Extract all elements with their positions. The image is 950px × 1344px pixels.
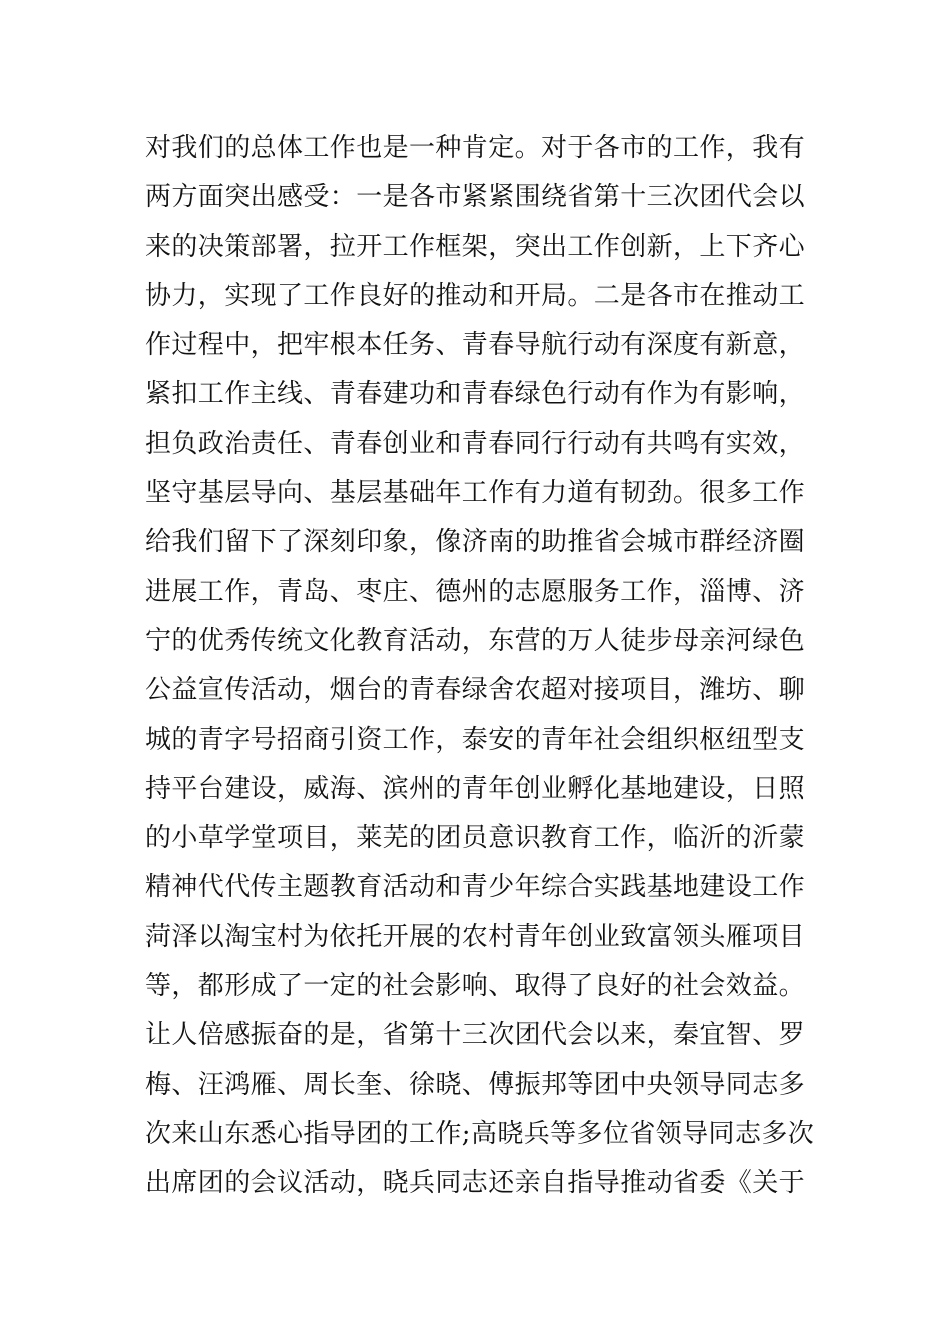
text-line-2: 两方面突出感受：一是各市紧紧围绕省第十三次团代会以 [145,182,806,213]
text-line-21: 次来山东悉心指导团的工作;高晓兵等多位省领导同志多次 [145,1118,815,1149]
text-line-14: 持平台建设，威海、滨州的青年创业孵化基地建设，日照 [145,773,806,804]
text-line-9: 给我们留下了深刻印象，像济南的助推省会城市群经济圈 [145,527,806,558]
text-line-3: 来的决策部署，拉开工作框架，突出工作创新，上下齐心 [145,231,806,262]
body-text [145,124,825,1209]
text-line-11: 宁的优秀传统文化教育活动，东营的万人徒步母亲河绿色 [145,625,806,656]
text-line-7: 担负政治责任、青春创业和青春同行行动有共鸣有实效， [145,428,806,459]
text-line-6: 紧扣工作主线、青春建功和青春绿色行动有作为有影响， [145,379,806,410]
text-line-22: 出席团的会议活动，晓兵同志还亲自指导推动省委《关于 [145,1168,806,1199]
text-line-4: 协力，实现了工作良好的推动和开局。二是各市在推动工 [145,280,806,311]
text-line-18: 等，都形成了一定的社会影响、取得了良好的社会效益。 [145,971,806,1002]
text-line-1: 对我们的总体工作也是一种肯定。对于各市的工作，我有 [145,133,806,163]
text-line-17: 菏泽以淘宝村为依托开展的农村青年创业致富领头雁项目 [145,921,806,952]
text-line-20: 梅、汪鸿雁、周长奎、徐晓、傅振邦等团中央领导同志多 [145,1069,806,1100]
text-line-12: 公益宣传活动，烟台的青春绿舍农超对接项目，潍坊、聊 [145,675,806,706]
text-line-5: 作过程中，把牢根本任务、青春导航行动有深度有新意， [145,330,806,361]
text-line-10: 进展工作，青岛、枣庄、德州的志愿服务工作，淄博、济 [145,576,806,607]
text-line-13: 城的青字号招商引资工作，泰安的青年社会组织枢纽型支 [145,724,806,755]
text-line-19: 让人倍感振奋的是，省第十三次团代会以来，秦宜智、罗 [145,1020,806,1051]
text-line-8: 坚守基层导向、基层基础年工作有力道有韧劲。很多工作 [145,478,806,509]
text-line-16: 精神代代传主题教育活动和青少年综合实践基地建设工作 [145,872,806,903]
text-line-15: 的小草学堂项目，莱芜的团员意识教育工作，临沂的沂蒙 [145,823,806,854]
